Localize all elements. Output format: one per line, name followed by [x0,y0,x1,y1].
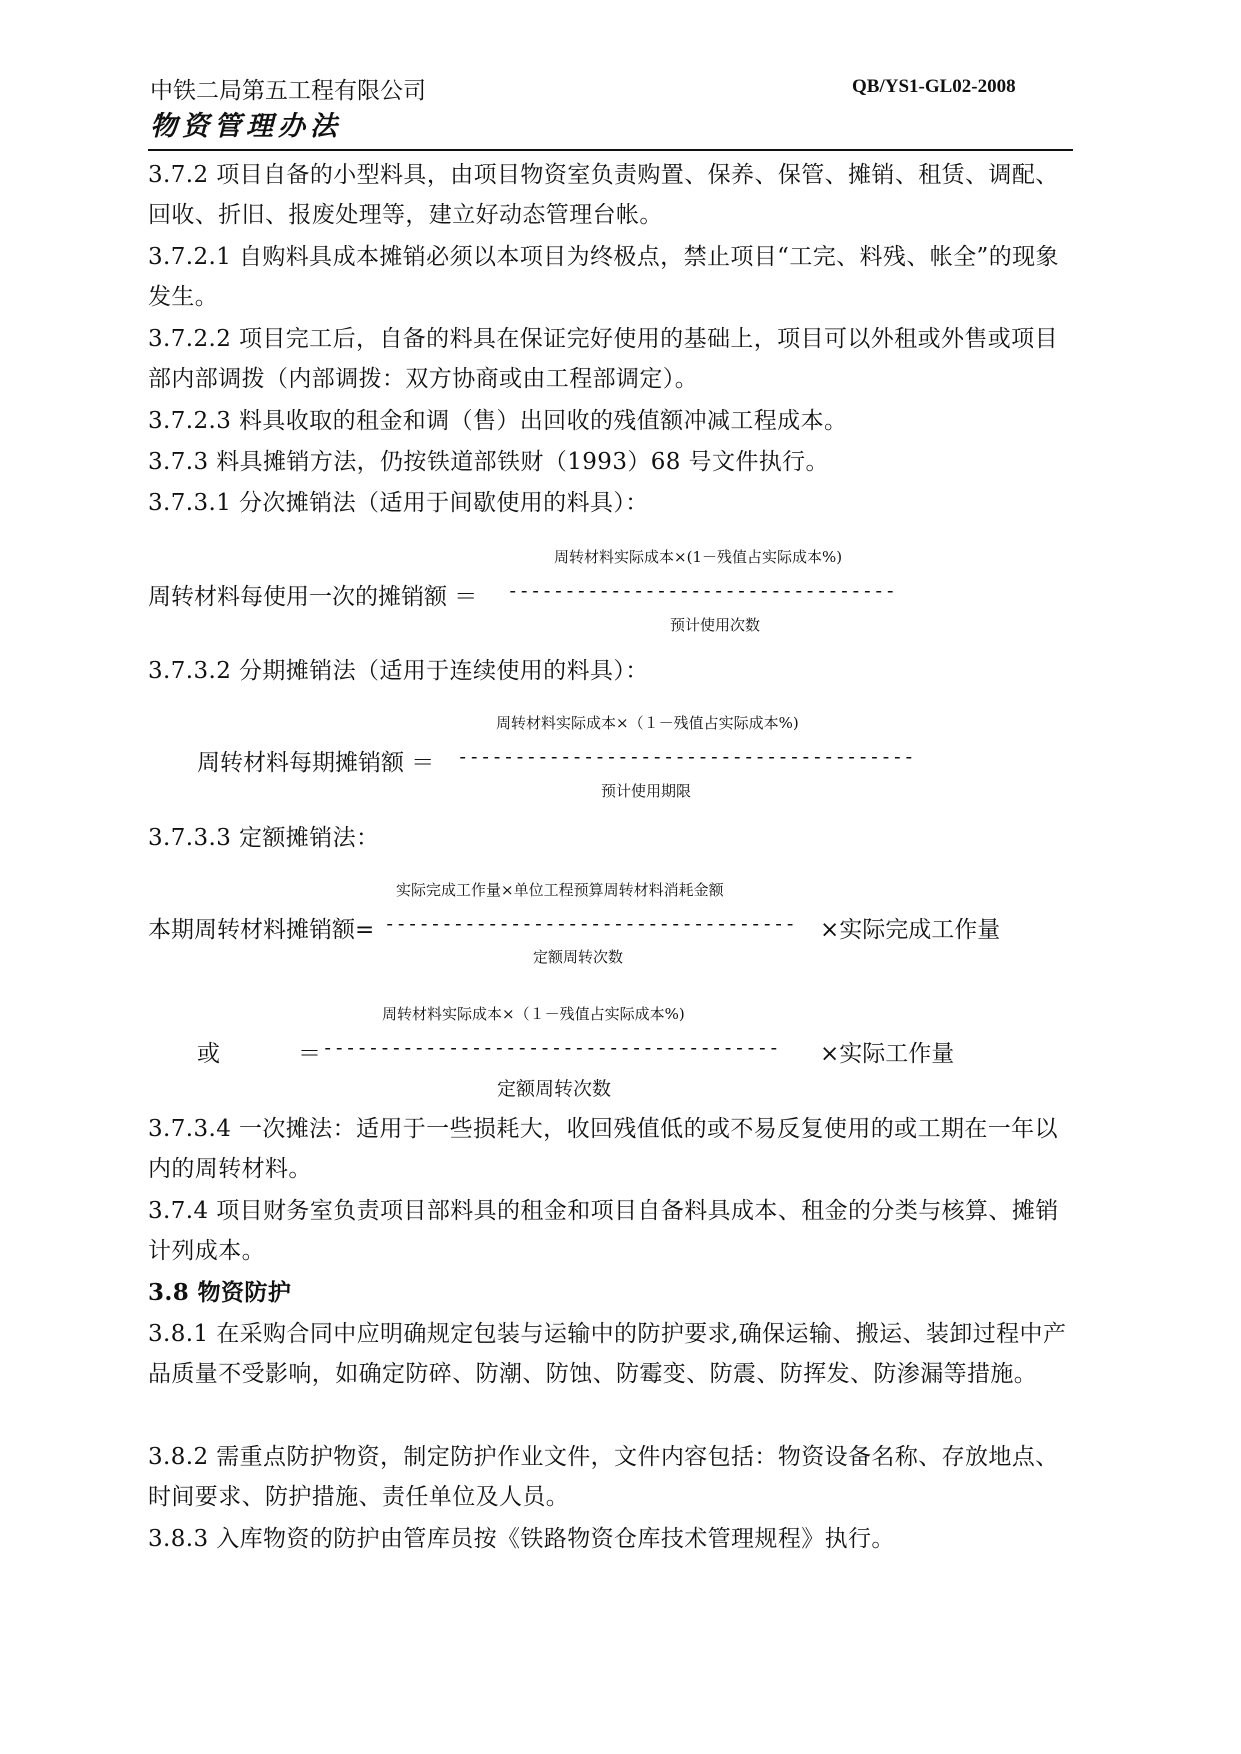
paragraph-3-7-2-1: 3.7.2.1 自购料具成本摊销必须以本项目为终极点，禁止项目“工完、料残、帐全”的现象发生。 [148,244,1059,310]
formula-3-fraction-line: ------------------------------------ [384,913,796,935]
formula-1-fraction-line: ---------------------------------- [507,580,896,602]
paragraph-3-7-3-4: 3.7.3.4 一次摊法：适用于一些损耗大，收回残值低的或不易反复使用的或工期在一年以内的周转材料。 [148,1116,1058,1182]
paragraph-3-8-1: 3.8.1 在采购合同中应明确规定包装与运输中的防护要求,确保运输、搬运、装卸过程中产品质量不受影响，如确定防碎、防潮、防蚀、防霉变、防震、防挥发、防渗漏等措施。 [148,1321,1067,1387]
paragraph-3-7-2-3: 3.7.2.3 料具收取的租金和调（售）出回收的残值额冲减工程成本。 [148,408,848,434]
formula-2-numerator: 周转材料实际成本×（１－残值占实际成本%) [496,714,799,732]
formula-4-denominator: 定额周转次数 [497,1078,612,1100]
paragraph-3-7-3: 3.7.3 料具摊销方法，仍按铁道部铁财（1993）68 号文件执行。 [148,449,829,475]
formula-2-fraction-line: ---------------------------------------- [457,746,915,768]
paragraph-3-8-3: 3.8.3 入库物资的防护由管库员按《铁路物资仓库技术管理规程》执行。 [148,1526,895,1552]
formula-4-numerator: 周转材料实际成本×（１－残值占实际成本%) [382,1005,685,1023]
formula-1-numerator: 周转材料实际成本×(1－残值占实际成本%) [554,548,843,566]
paragraph-3-7-3-3: 3.7.3.3 定额摊销法： [148,825,380,851]
formula-3-label: 本期周转材料摊销额= [148,917,375,943]
formula-3-numerator: 实际完成工作量×单位工程预算周转材料消耗金额 [396,881,724,899]
header-divider [148,149,1073,151]
paragraph-3-8-2: 3.8.2 需重点防护物资，制定防护作业文件，文件内容包括：物资设备名称、存放地点、时间要求、防护措施、责任单位及人员。 [148,1444,1059,1510]
formula-4-fraction-line: ---------------------------------------- [322,1037,780,1059]
formula-1-denominator: 预计使用次数 [670,616,761,634]
paragraph-3-7-3-2: 3.7.3.2 分期摊销法（适用于连续使用的料具）： [148,658,649,684]
formula-2-label: 周转材料每期摊销额 ＝ [197,750,435,776]
company-name: 中铁二局第五工程有限公司 [150,78,426,104]
formula-1-label: 周转材料每使用一次的摊销额 ＝ [148,584,478,610]
paragraph-3-7-3-1: 3.7.3.1 分次摊销法（适用于间歇使用的料具）： [148,490,649,516]
formula-3-multiplier: ×实际完成工作量 [820,917,1001,943]
paragraph-3-7-2: 3.7.2 项目自备的小型料具，由项目物资室负责购置、保养、保管、摊销、租赁、调配、回收、折旧、报废处理等，建立好动态管理台帐。 [148,162,1059,228]
formula-4-equals: ＝ [298,1041,321,1067]
document-title: 物资管理办法 [150,111,342,142]
section-heading-3-8: 3.8 物资防护 [148,1279,292,1306]
formula-3-denominator: 定额周转次数 [533,948,624,966]
paragraph-3-7-2-2: 3.7.2.2 项目完工后，自备的料具在保证完好使用的基础上，项目可以外租或外售或项目部内部调拨（内部调拨：双方协商或由工程部调定）。 [148,326,1058,392]
formula-2-denominator: 预计使用期限 [601,782,692,800]
formula-4-or-label: 或 [197,1041,220,1067]
document-number: QB/YS1-GL02-2008 [852,76,1016,97]
paragraph-3-7-4: 3.7.4 项目财务室负责项目部料具的租金和项目自备料具成本、租金的分类与核算、摊销计列成本。 [148,1198,1059,1264]
formula-4-multiplier: ×实际工作量 [820,1041,955,1067]
